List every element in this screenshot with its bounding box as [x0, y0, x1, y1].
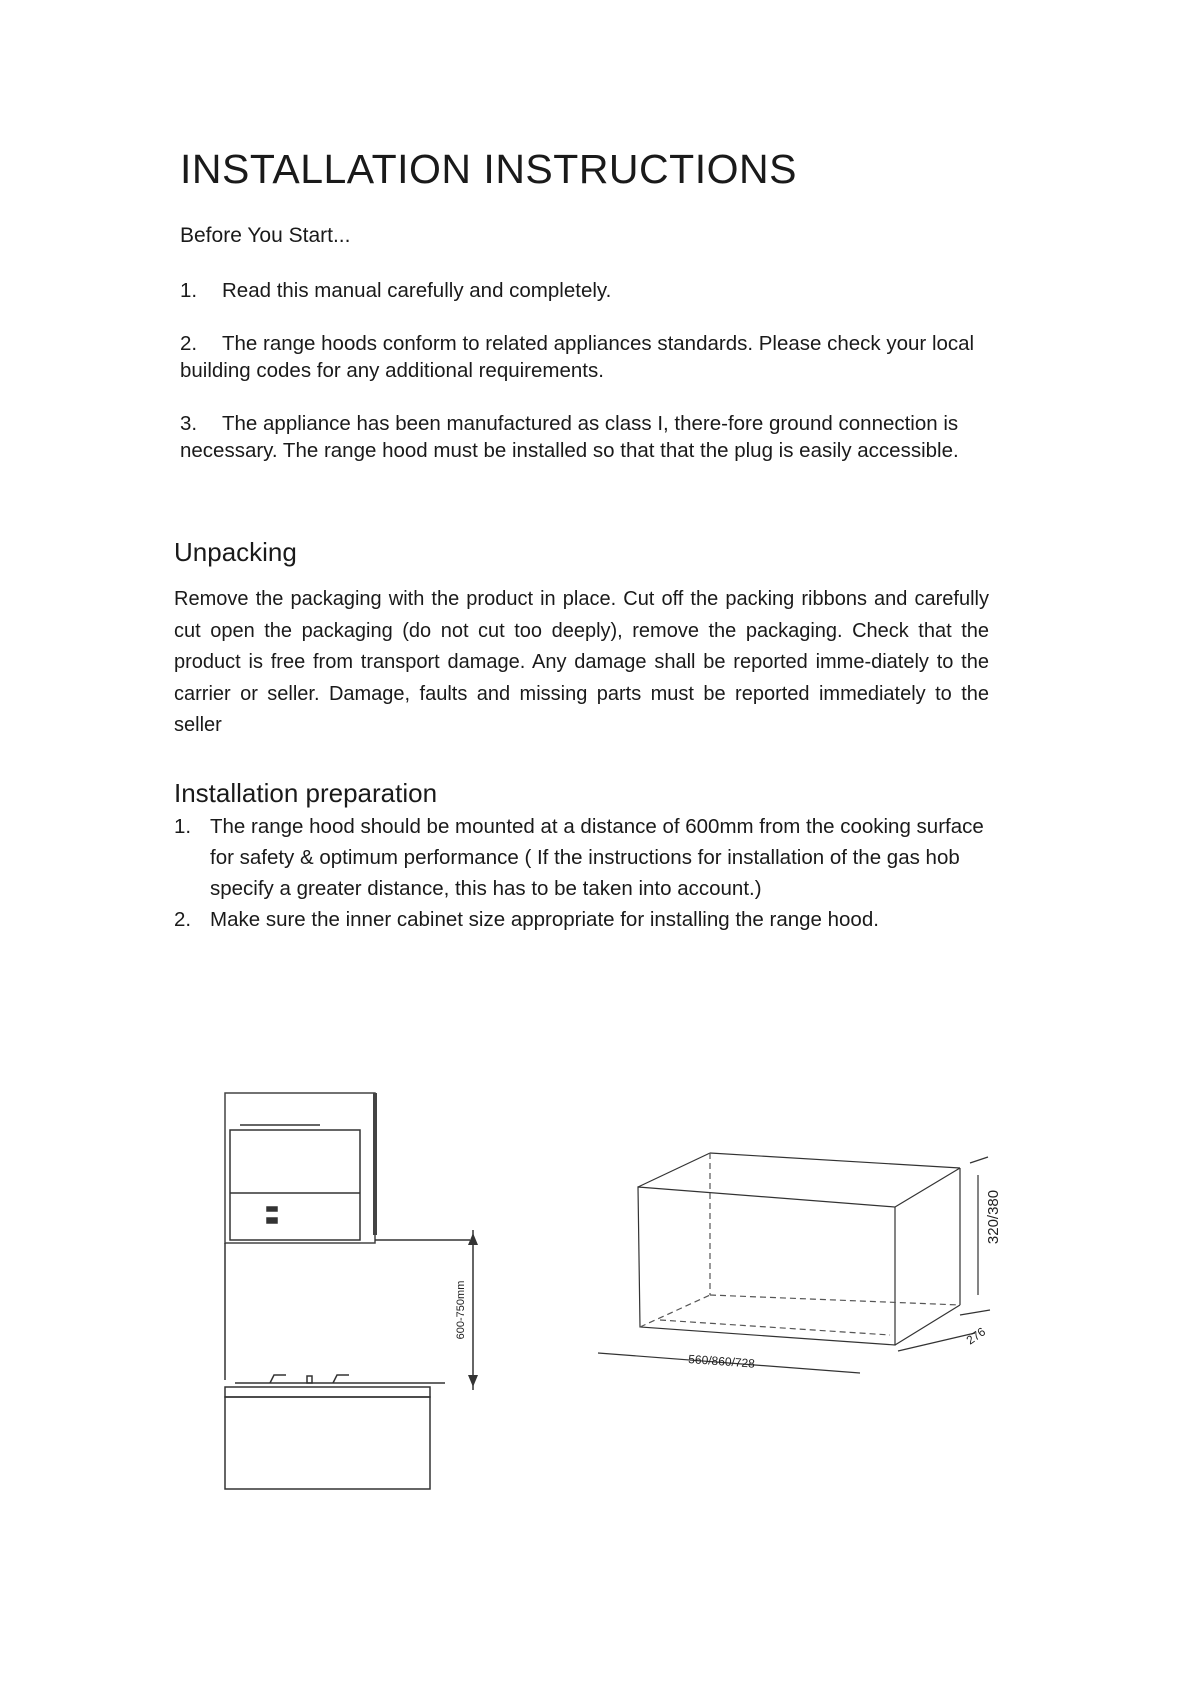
list-item-text: Make sure the inner cabinet size appropriate for installing the range hood. — [210, 908, 879, 931]
intro-item-text: The appliance has been manufactured as class I, there-fore ground connection is necessary. The range hood must be installed so that that the plug is easily accessible. — [180, 412, 959, 462]
box-height-label: 320/380 — [985, 1189, 1002, 1245]
box-width-label: 560/860/728 — [687, 1352, 756, 1371]
preparation-heading: Installation preparation — [174, 778, 438, 808]
intro-item-number: 2. — [180, 332, 198, 355]
box-depth-label: 276 — [963, 1324, 989, 1348]
hood-dimensions-diagram — [590, 1135, 1000, 1390]
intro-item-number: 3. — [180, 412, 198, 435]
unpacking-text: Remove the packaging with the product in place. Cut off the packing ribbons and carefully cut open the packaging (do not cut too deeply), remove the packaging. Check that the product is free from transport damage. Any damage shall be reported imme-diately to the carrier or seller. Damage, faults and missing parts must be reported immediately to the seller — [174, 588, 989, 736]
height-dimension-label: 600-750mm — [455, 1280, 467, 1340]
page-title: INSTALLATION INSTRUCTIONS — [180, 146, 797, 192]
before-you-start: Before You Start... — [180, 224, 351, 247]
unpacking-heading: Unpacking — [174, 537, 297, 567]
installation-height-diagram — [205, 1085, 505, 1495]
preparation-list — [174, 811, 994, 935]
list-item-text: The range hood should be mounted at a distance of 600mm from the cooking surface for safety & optimum performance ( If the instructions for installation of the gas hob specify a greater distance, this has to be taken into account.) — [210, 815, 984, 900]
intro-item-text: The range hoods conform to related appliances standards. Please check your local building codes for any additional requirements. — [180, 332, 975, 382]
intro-item — [180, 410, 1020, 464]
intro-item — [180, 330, 1020, 384]
list-item — [174, 904, 994, 935]
list-item-number: 1. — [174, 815, 192, 838]
list-item-number: 2. — [174, 908, 192, 931]
intro-item-text: Read this manual carefully and completely. — [222, 279, 612, 302]
intro-item — [180, 277, 1020, 304]
list-item — [174, 811, 994, 904]
intro-item-number: 1. — [180, 279, 198, 302]
